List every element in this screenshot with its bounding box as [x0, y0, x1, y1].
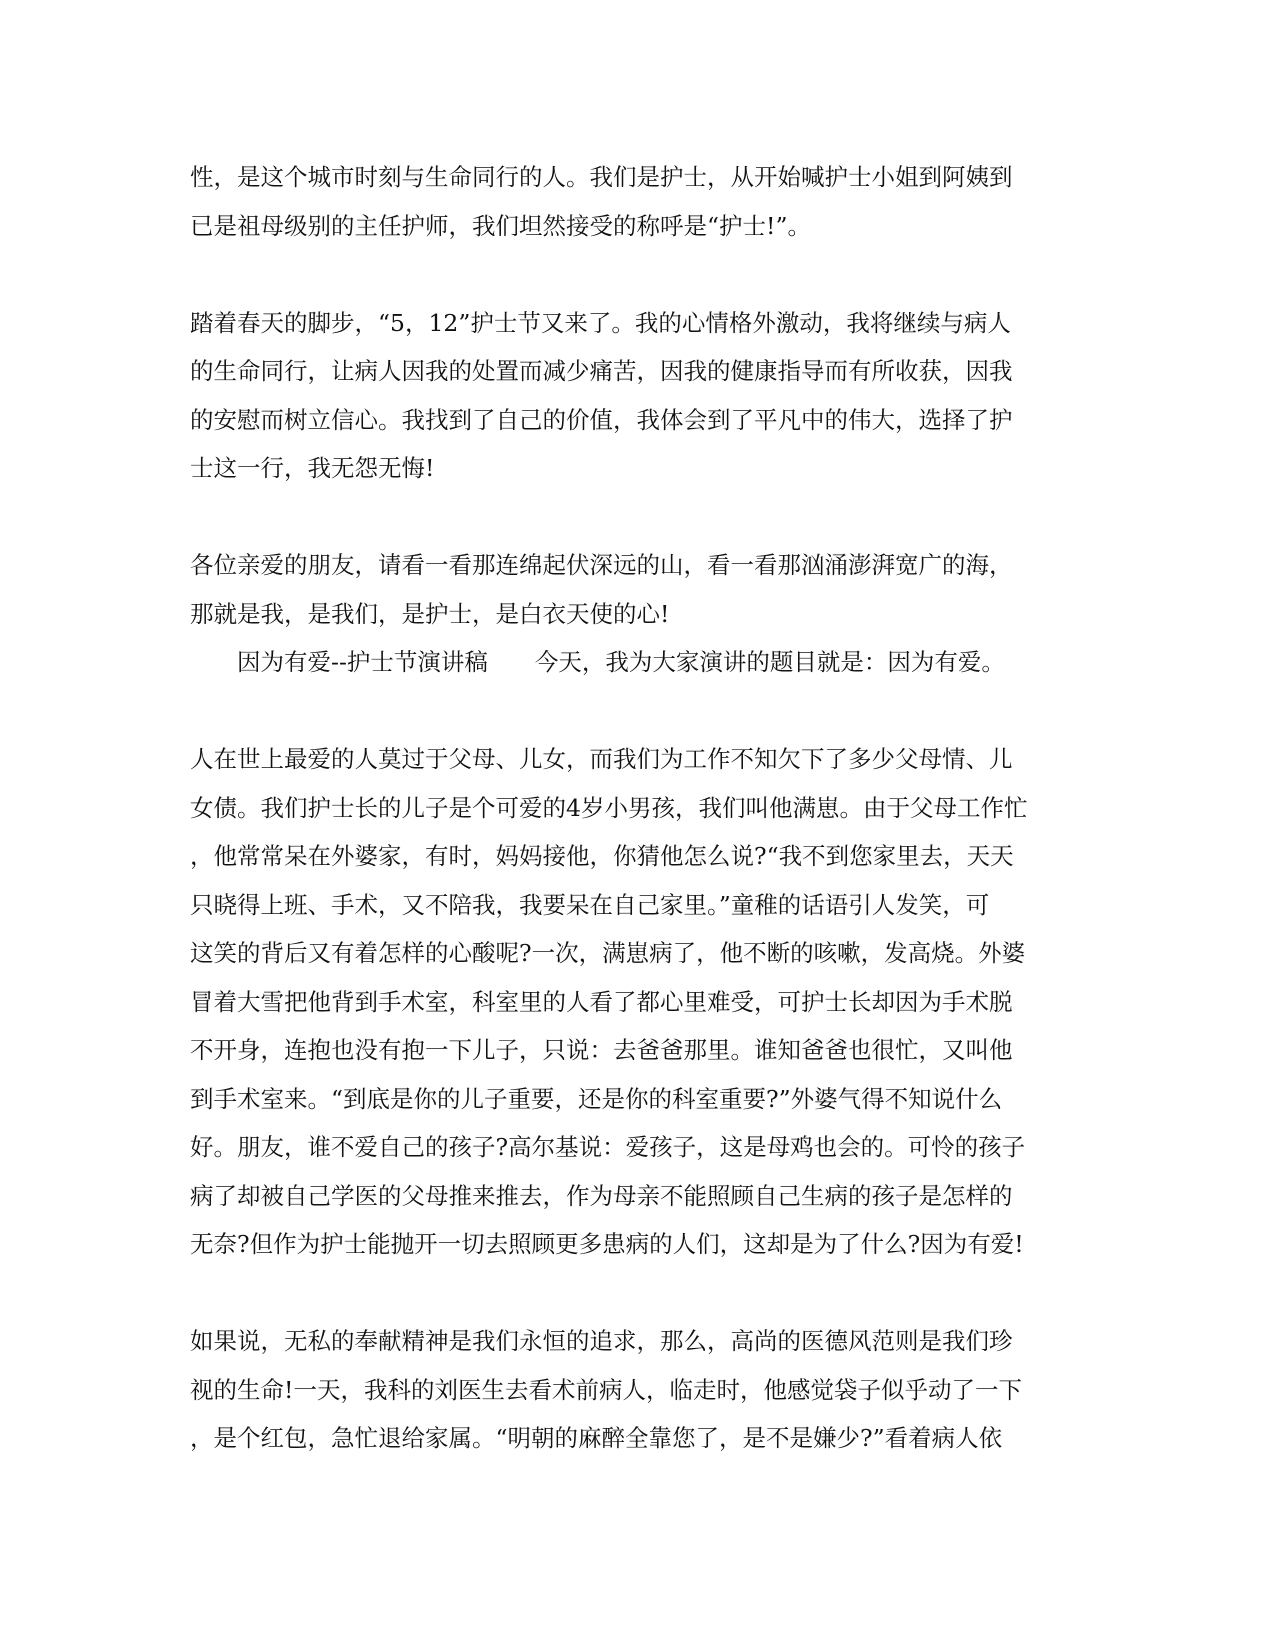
- text-line: 的生命同行，让病人因我的处置而减少痛苦，因我的健康指导而有所收获，因我: [190, 357, 1013, 385]
- text-line: 性，是这个城市时刻与生命同行的人。我们是护士，从开始喊护士小姐到阿姨到: [190, 163, 1013, 191]
- text-line: 士这一行，我无怨无悔!: [190, 454, 435, 482]
- text-line: 只晓得上班、手术，又不陪我，我要呆在自己家里。”童稚的话语引人发笑，可: [190, 890, 990, 919]
- paragraph-2: [190, 299, 1090, 493]
- text-line: 女债。我们护士长的儿子是个可爱的4岁小男孩，我们叫他满崽。由于父母工作忙: [190, 793, 1028, 822]
- paragraph-spacer: [190, 250, 1090, 299]
- paragraph-spacer: [190, 1269, 1090, 1318]
- paragraph-spacer: [190, 493, 1090, 542]
- speech-title: 因为有爱--护士节演讲稿: [237, 648, 488, 676]
- paragraph-3: [190, 541, 1090, 638]
- speech-opening: 今天，我为大家演讲的题目就是：因为有爱。: [534, 648, 1005, 676]
- text-line: 踏着春天的脚步，“5，12”护士节又来了。我的心情格外激动，我将继续与病人: [190, 308, 1011, 337]
- text-line: 的安慰而树立信心。我找到了自己的价值，我体会到了平凡中的伟大，选择了护: [190, 405, 1013, 434]
- text-line: 视的生命!一天，我科的刘医生去看术前病人，临走时，他感觉袋子似乎动了一下: [190, 1375, 1022, 1404]
- text-line: 冒着大雪把他背到手术室，科室里的人看了都心里难受，可护士长却因为手术脱: [190, 987, 1013, 1016]
- text-line: 如果说，无私的奉献精神是我们永恒的追求，那么，高尚的医德风范则是我们珍: [190, 1327, 1013, 1355]
- text-line: 到手术室来。“到底是你的儿子重要，还是你的科室重要?”外婆气得不知说什么: [190, 1084, 1003, 1113]
- text-line: 病了却被自己学医的父母推来推去，作为母亲不能照顾自己生病的孩子是怎样的: [190, 1181, 1013, 1210]
- paragraph-1: [190, 153, 1090, 250]
- paragraph-4: [190, 735, 1090, 1269]
- document-body: [190, 153, 1090, 1463]
- text-line: 那就是我，是我们，是护士，是白衣天使的心!: [190, 599, 670, 628]
- text-line: 各位亲爱的朋友，请看一看那连绵起伏深远的山，看一看那汹涌澎湃宽广的海，: [190, 551, 1013, 579]
- text-line: ，他常常呆在外婆家，有时，妈妈接他，你猜他怎么说?“我不到您家里去，天天: [190, 842, 1014, 870]
- text-line: 已是祖母级别的主任护师，我们坦然接受的称呼是“护士!”。: [190, 211, 811, 240]
- text-line: 这笑的背后又有着怎样的心酸呢?一次，满崽病了，他不断的咳嗽，发高烧。外婆: [190, 939, 1026, 967]
- paragraph-spacer: [190, 687, 1090, 736]
- text-line: 不开身，连抱也没有抱一下儿子，只说：去爸爸那里。谁知爸爸也很忙，又叫他: [190, 1036, 1013, 1064]
- speech-heading-line: [190, 638, 1090, 687]
- paragraph-5: [190, 1317, 1090, 1463]
- text-line: ，是个红包，急忙退给家属。“明朝的麻醉全靠您了，是不是嫌少?”看着病人依: [190, 1424, 1003, 1452]
- text-line: 人在世上最爱的人莫过于父母、儿女，而我们为工作不知欠下了多少父母情、儿: [190, 745, 1013, 773]
- text-line: 好。朋友，谁不爱自己的孩子?高尔基说：爱孩子，这是母鸡也会的。可怜的孩子: [190, 1133, 1026, 1161]
- text-line: 无奈?但作为护士能抛开一切去照顾更多患病的人们，这却是为了什么?因为有爱!: [190, 1230, 1024, 1258]
